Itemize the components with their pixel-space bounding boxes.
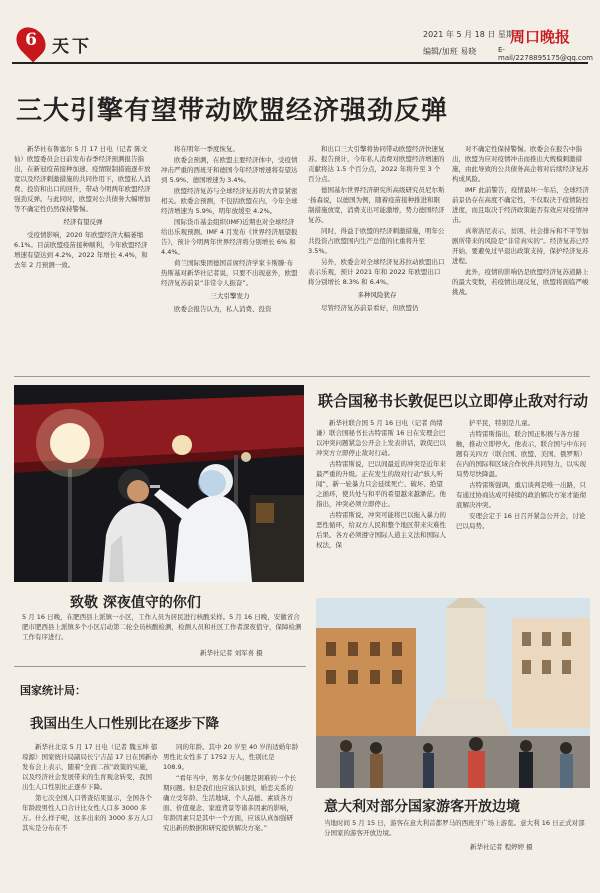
birth-ratio-column-1 [22, 742, 158, 882]
paragraph: 受疫情影响，2020 年欧盟经济大幅萎缩 6.1%。目前欧盟疫苗接种顺利，今年欧盟经济增速有望达到 4.2%，2022 年增长 4.4%，和去年 2 月预测一致。 [14, 231, 148, 269]
paragraph: IMF 此前警告，疫情最坏一年后，全球经济前景仍存在高度不确定性，不仅取决于疫情防控进度，而且取决于经济政策能否有效应对疫情冲击。 [452, 186, 589, 224]
main-article-column-4 [452, 144, 590, 344]
article-kicker: 国家统计局： [20, 684, 86, 697]
photo-caption: 5 月 16 日晚，在肥西县上派镇一小区，工作人员为居民进行核酸采样。5 月 16 日晚，安徽省合肥市肥西县上派镇多个小区启动第二轮全员核酸检测，检测人员和社区工作者深夜值守，保障检测工作有序进行。 [22, 613, 302, 641]
italy-headline: 意大利对部分国家游客开放边境 [324, 799, 520, 815]
paragraph: 新华社联合国 5 月 16 日电（记者 尚绪谦）联合国秘书长古特雷斯 16 日在安理会巴以冲突问题紧急公开会上发表讲话，敦促巴以冲突方立即停止敌对行动。 [316, 419, 446, 457]
page-header [12, 26, 593, 72]
editor-line: 编辑/加班 易晓 [423, 47, 477, 56]
paragraph: 真蒂洛尼表示，贫困、社会排斥和不平等加剧所带来的风险是“非常真实的”。经济复苏已经开始，要避免过早退出政策支持，保护经济复苏进程。 [452, 227, 589, 265]
subheading: 多种风险犹存 [357, 291, 397, 299]
birth-ratio-headline: 我国出生人口性别比在逐步下降 [30, 716, 219, 732]
paragraph: 古特雷斯指出，联合国正积极与各方接触，推动立即停火。他表示，联合国与中东问题有关四方（联合国、欧盟、美国、俄罗斯）在内的国际和区域合作伙伴共同努力，以实现局势尽快降温。 [456, 430, 586, 478]
paragraph: 欧委会预测，在欧盟主要经济体中，受疫情冲击严重的西班牙和德国今年经济增速将有望达到 5.9%、德国增速为 3.4%。 [161, 156, 298, 184]
paragraph: 同时，得益于欧盟的经济刺激措施，明年公共投资占欧盟国内生产总值的比重将升至 3.5%。 [308, 227, 445, 255]
paragraph: 第七次全国人口普查结果显示，全国各个年龄段男性人口合计比女性人口多 3000 多万。什么样子呢，这多出来的 3000 多万人口其实是分布在不 [22, 794, 154, 832]
subheading: 经济有望反弹 [63, 218, 103, 226]
paragraph: “看年当中，男多女少问题是困难的一个长期问题。但是我们也应该认识到，婚恋关系的确立受年龄、生活地域、个人品德、素质各方面、价值观念、家庭背景等诸多因素的影响，年龄因素只是其中一个方面，应该认真加强研究出新的数据和研究提供解决方案。” [163, 774, 297, 832]
header-rule [12, 62, 588, 64]
paragraph: 古特雷斯强调，重启谈判是唯一出路，只有通过协商达成可持续的政治解决方案才能彻底解决冲突。 [456, 481, 586, 509]
paragraph: 将在明年一季度恢复。 [174, 145, 239, 153]
page-number: 6 [25, 30, 37, 50]
un-article-headline: 联合国秘书长敦促巴以立即停止敌对行动 [318, 392, 589, 410]
un-article-column-1 [316, 418, 448, 598]
paragraph: 国际货币基金组织(IMF)近期也对全球经济给出乐观预测。IMF 4 月发布《世界经济展望报告》，预计今明两年世界经济将分别增长 6% 和 4.4%。 [161, 218, 298, 256]
paragraph: 此外，疫情的影响仍是欧盟经济复苏道路上的最大变数，若疫情出现反复，欧盟将面临严峻挑战。 [452, 268, 589, 296]
paragraph: 荷兰国际集团德国首席经济学家卡斯滕·布热斯基对新华社记者说，只要不出现意外，欧盟经济复苏前景“非常令人振奋”。 [161, 259, 298, 287]
main-headline: 三大引擎有望带动欧盟经济强劲反弹 [16, 96, 449, 126]
paragraph: 德国基尔世界经济研究所高级研究员尼尔斯·扬森说，以德国为例，随着疫苗接种推进和限制措施放宽，消费支出可能激增，势力德国经济复苏。 [308, 186, 445, 224]
photo-title: 致敬 深夜值守的你们 [70, 595, 201, 611]
un-article-column-2 [456, 418, 590, 598]
publication-date: 2021 年 5 月 18 日 星期二 [423, 30, 522, 39]
paragraph: 护平民，特别是儿童。 [469, 419, 534, 427]
paragraph: 欧委会报告认为，私人消费、投资 [174, 305, 272, 313]
paragraph: 新华社北京 5 月 17 日电（记者 魏玉坤 郁琼源）国家统计局副局长宁吉喆 17 日在国新办发布会上表示，随着“全面二孩”政策的实施，以及经济社会发展带来的生育观念转变，我国出生人口性别比正逐步下降。 [22, 743, 158, 791]
paragraph: 尽管经济复苏前景看好，但欧盟仍 [321, 304, 419, 312]
photo-credit: 新华社记者 刘军喜 摄 [200, 649, 263, 657]
main-article-column-3 [308, 144, 446, 344]
birth-ratio-column-2 [163, 742, 299, 882]
section-divider [14, 376, 590, 377]
section-title: 天下 [52, 37, 92, 57]
editor-email: E-mail/2278895175@qq.com [498, 46, 593, 62]
italy-caption: 当地时间 5 月 15 日，游客在意大利首都罗马的西班牙广场上游览。意大利 16 日正式对部分国家的游客开放边境。 [324, 819, 585, 837]
paragraph: 新华社布鲁塞尔 5 月 17 日电（记者 陈文仙）欧盟委员会日前发布春季经济预测报告指出，在新冠疫苗接种加速、疫情限制措施逐步放宽以及经济刺激措施的共同作用下，欧盟私人消费、投资和出口的回升，带动今明两年欧盟经济强劲反弹。与此同时，欧盟对公共债务大幅增加等不确定性仍然保持警惕。 [14, 145, 151, 213]
paragraph: 同的年龄。其中 20 岁至 40 岁的适婚年龄男性比女性多了 1752 万人，性别比是 108.9。 [163, 743, 299, 771]
rome-spanish-steps-photo [316, 598, 590, 788]
paragraph: 古特雷斯说，巴以间最近的冲突是近年来最严重的升级。正在发生的敌对行动“骇人听闻”，新一轮暴力只会延续死亡、破坏、绝望之循环，使共处与和平的希望越来越渺茫。他指出，冲突必须立即停止。 [316, 460, 446, 508]
rome-illustration [316, 598, 590, 788]
night-testing-photo [14, 385, 304, 582]
paragraph: 欧盟经济复苏与全球经济复苏的大背景紧密相关。欧委会预测，不包括欧盟在内，今年全球经济增速为 5.9%，明年放缓至 4.2%。 [161, 187, 298, 215]
paragraph: 对不确定性保持警惕。欧委会在报告中指出，欧盟为应对疫情冲击而推出大规模刺激措施，由此导致的公共债务高企将对后续经济复苏构成风险。 [452, 145, 589, 183]
section-divider [14, 666, 306, 667]
paragraph: 和出口三大引擎将协同带动欧盟经济快速复苏。报告预计，今年私人消费对欧盟经济增速的贡献将达 1.5 个百分点，2022 年将升至 3 个百分点。 [308, 145, 445, 183]
italy-photo-credit: 新华社记者 程婷婷 摄 [470, 843, 533, 851]
paragraph: 古特雷斯说，冲突可能将巴以拖入暴力的恶性循环，给双方人民和整个地区带来灾难性后果。各方必须遵守国际人道主义法和国际人权法，保 [316, 511, 446, 549]
main-article-column-1 [14, 144, 152, 344]
paragraph: 安理会定于 16 日召开紧急公开会，讨论巴以局势。 [456, 512, 586, 530]
paragraph: 另外，欧委会对全球经济复苏拉动欧盟出口表示乐观，预计 2021 年和 2022 年欧盟出口将分别增长 8.3% 和 6.4%。 [308, 258, 445, 286]
masthead-logo: 周口晚报 [510, 28, 571, 46]
subheading: 三大引擎发力 [210, 292, 250, 300]
main-article-column-2 [161, 144, 299, 344]
night-testing-illustration [14, 385, 304, 582]
